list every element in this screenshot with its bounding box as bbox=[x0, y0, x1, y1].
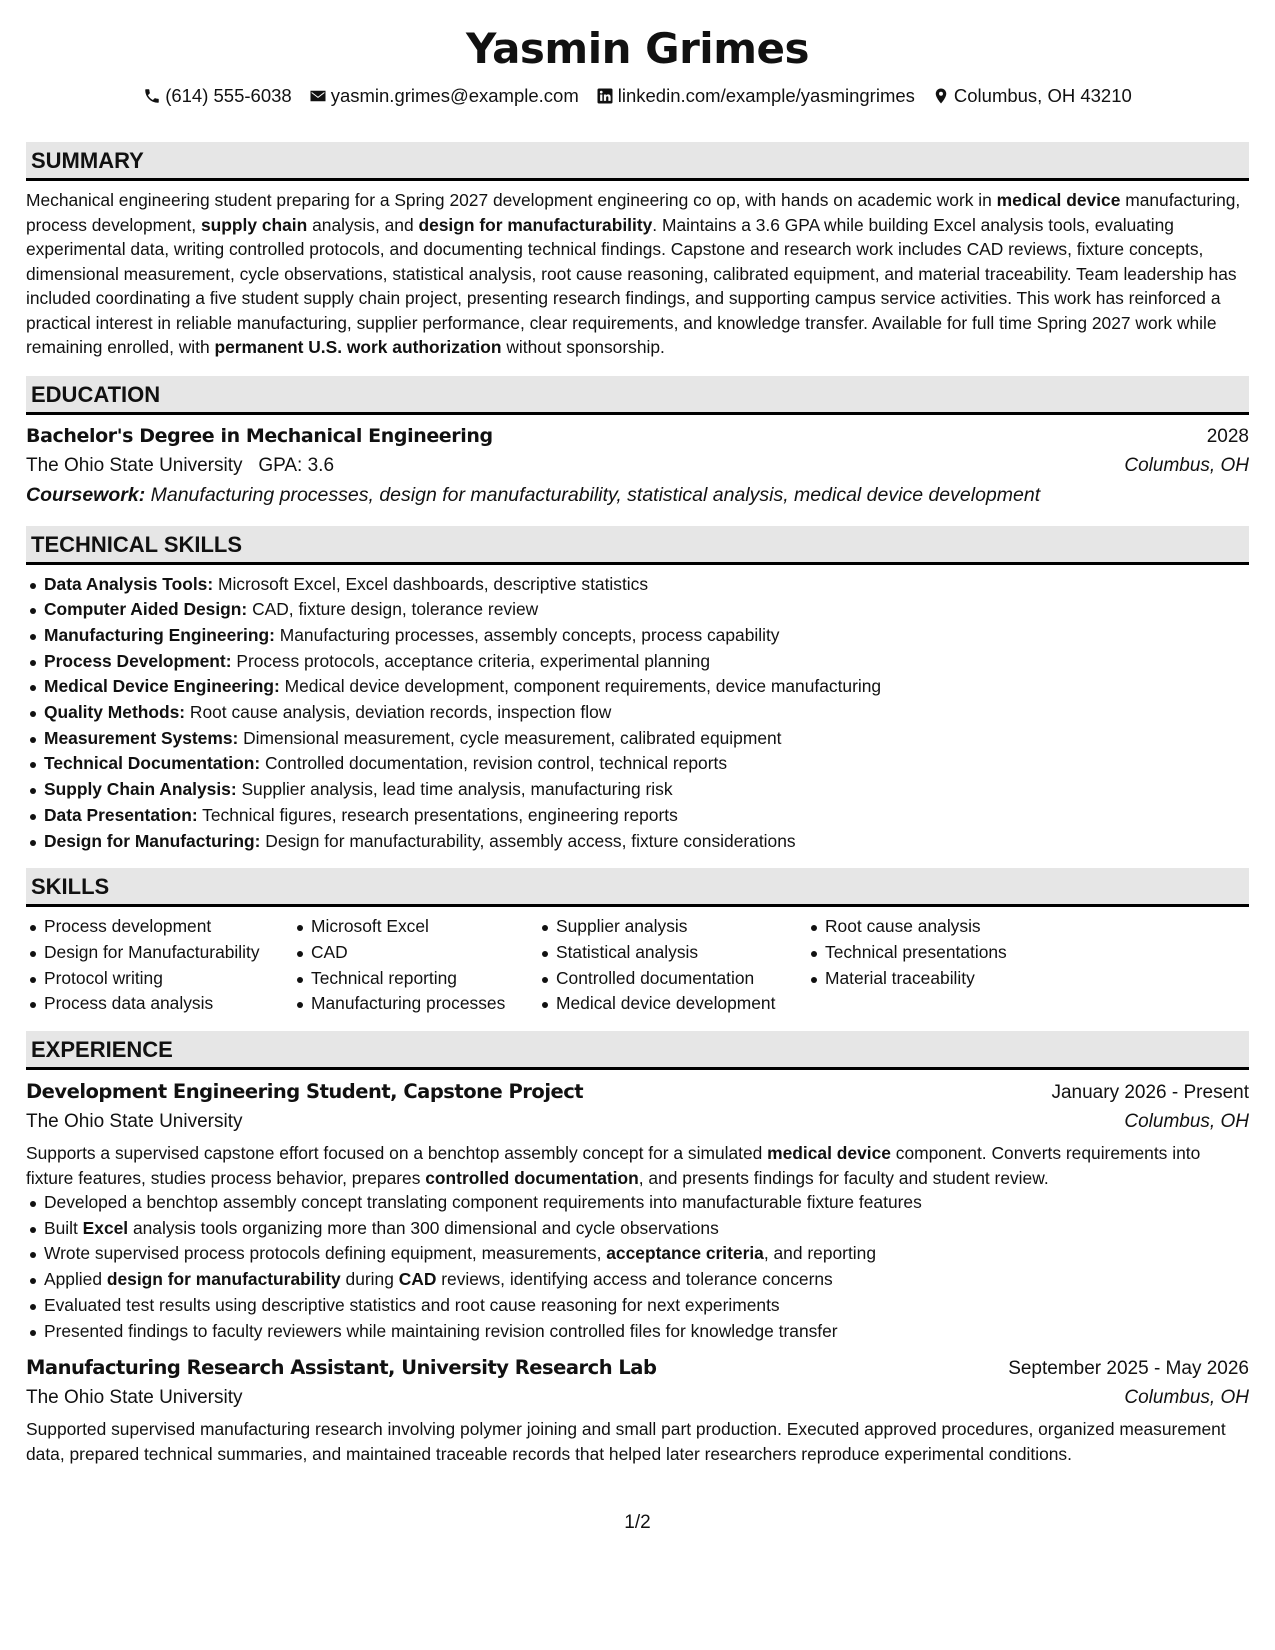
bold-text: CAD bbox=[398, 1269, 437, 1290]
job-summary bbox=[26, 1417, 1249, 1466]
job-bullet bbox=[26, 1190, 1249, 1216]
skill-item: Technical reporting bbox=[293, 966, 538, 992]
skills-column bbox=[26, 914, 293, 1017]
coursework-label: Coursework: bbox=[26, 483, 146, 506]
text-run: component. Converts requirements into fixture features, studies process behavior, prepares bbox=[26, 1143, 1201, 1188]
bold-text: controlled documentation bbox=[425, 1167, 639, 1188]
skill-item: Design for Manufacturability bbox=[26, 940, 293, 966]
contact-linkedin[interactable] bbox=[596, 85, 915, 107]
text-run: Presented findings to faculty reviewers while maintaining revision controlled files for knowledge transfer bbox=[44, 1320, 838, 1341]
skill-detail: Root cause analysis, deviation records, inspection flow bbox=[185, 702, 612, 723]
envelope-icon bbox=[309, 87, 327, 105]
technical-skill-item bbox=[26, 777, 1249, 803]
text-run: , and reporting bbox=[763, 1243, 876, 1264]
skill-item: Microsoft Excel bbox=[293, 914, 538, 940]
skill-item: Supplier analysis bbox=[538, 914, 807, 940]
text-run: Built bbox=[44, 1217, 83, 1238]
skill-item: Medical device development bbox=[538, 991, 807, 1017]
school-location: Columbus, OH bbox=[1124, 454, 1249, 476]
text-run: Developed a benchtop assembly concept translating component requirements into manufacturable fixture features bbox=[44, 1192, 922, 1213]
bold-text: permanent U.S. work authorization bbox=[214, 337, 502, 357]
coursework-text: Manufacturing processes, design for manufacturability, statistical analysis, medical device development bbox=[150, 483, 1041, 506]
contact-bar bbox=[26, 85, 1249, 107]
job-bullet bbox=[26, 1216, 1249, 1242]
phone-text: (614) 555-6038 bbox=[165, 85, 292, 106]
job-title-row bbox=[26, 1077, 1249, 1107]
text-run: manufacturing, process development, bbox=[26, 190, 1241, 235]
school-line bbox=[26, 451, 334, 480]
job-title: Development Engineering Student, Capstone Project bbox=[26, 1080, 584, 1104]
skill-detail: Process protocols, acceptance criteria, experimental planning bbox=[231, 650, 711, 671]
job-bullet bbox=[26, 1293, 1249, 1319]
job-bullets bbox=[26, 1190, 1249, 1344]
job-dates: January 2026 - Present bbox=[1051, 1082, 1249, 1104]
skill-category: Design for Manufacturing: bbox=[44, 830, 261, 851]
bold-text: design for manufacturability bbox=[418, 214, 653, 235]
technical-skill-item bbox=[26, 751, 1249, 777]
job-organization: The Ohio State University bbox=[26, 1111, 243, 1133]
education-heading: EDUCATION bbox=[26, 376, 1249, 415]
school-name: The Ohio State University bbox=[26, 454, 243, 476]
technical-skill-item bbox=[26, 803, 1249, 829]
job-location: Columbus, OH bbox=[1124, 1111, 1249, 1133]
job-bullet bbox=[26, 1319, 1249, 1345]
job-bullet bbox=[26, 1267, 1249, 1293]
technical-skills-heading: TECHNICAL SKILLS bbox=[26, 526, 1249, 565]
job-bullet bbox=[26, 1241, 1249, 1267]
job-org-row bbox=[26, 1107, 1249, 1136]
job-entry bbox=[26, 1353, 1249, 1466]
skill-item: Protocol writing bbox=[26, 966, 293, 992]
skills-column bbox=[293, 914, 538, 1017]
text-run: Applied bbox=[44, 1269, 107, 1290]
bold-text: medical device bbox=[767, 1143, 891, 1164]
skill-category: Manufacturing Engineering: bbox=[44, 624, 275, 645]
text-run: Wrote supervised process protocols defining equipment, measurements, bbox=[44, 1243, 607, 1264]
degree-title: Bachelor's Degree in Mechanical Engineering bbox=[26, 424, 493, 447]
job-entry bbox=[26, 1077, 1249, 1344]
map-pin-icon bbox=[932, 87, 950, 105]
skill-detail: Design for manufacturability, assembly access, fixture considerations bbox=[260, 830, 796, 851]
technical-skill-item bbox=[26, 649, 1249, 675]
text-run: . Maintains a 3.6 GPA while building Excel analysis tools, evaluating experimental data, writing controlled protocols, and documenting technical findings. Capstone and research work includes CAD reviews, fixture concepts, dimensional measurement, cycle observations, statistical analysis, root cause reasoning, calibrated equipment, and material traceability. Team leadership has included coordinating a five student supply chain project, presenting research findings, and supporting campus service activities. This work has reinforced a practical interest in reliable manufacturing, supplier performance, clear requirements, and knowledge transfer. Available for full time Spring 2027 work while remaining enrolled, with bbox=[26, 214, 1237, 357]
technical-skill-item bbox=[26, 700, 1249, 726]
skill-category: Measurement Systems: bbox=[44, 727, 239, 748]
text-run: reviews, identifying access and tolerance concerns bbox=[436, 1269, 833, 1290]
job-organization: The Ohio State University bbox=[26, 1387, 243, 1409]
summary-heading: SUMMARY bbox=[26, 142, 1249, 181]
skill-detail: Supplier analysis, lead time analysis, manufacturing risk bbox=[236, 779, 673, 800]
skill-detail: Manufacturing processes, assembly concepts, process capability bbox=[274, 624, 780, 645]
skill-item: CAD bbox=[293, 940, 538, 966]
skill-category: Supply Chain Analysis: bbox=[44, 779, 237, 800]
skills-heading: SKILLS bbox=[26, 868, 1249, 907]
text-run: , and presents findings for faculty and student review. bbox=[638, 1167, 1049, 1188]
text-run: analysis, and bbox=[307, 214, 419, 235]
skill-item: Process data analysis bbox=[26, 991, 293, 1017]
location-text: Columbus, OH 43210 bbox=[953, 85, 1132, 106]
technical-skill-item bbox=[26, 726, 1249, 752]
skills-column bbox=[807, 914, 1027, 1017]
job-title: Manufacturing Research Assistant, University Research Lab bbox=[26, 1356, 657, 1380]
skill-category: Computer Aided Design: bbox=[44, 599, 248, 620]
skill-detail: Technical figures, research presentations, engineering reports bbox=[197, 804, 678, 825]
text-run: without sponsorship. bbox=[501, 337, 665, 357]
summary-text bbox=[26, 188, 1249, 360]
experience-heading: EXPERIENCE bbox=[26, 1031, 1249, 1070]
skill-category: Technical Documentation: bbox=[44, 753, 261, 774]
technical-skill-item bbox=[26, 572, 1249, 598]
skill-item: Statistical analysis bbox=[538, 940, 807, 966]
bold-text: supply chain bbox=[200, 214, 308, 235]
text-run: during bbox=[340, 1269, 399, 1290]
technical-skills-list bbox=[26, 572, 1249, 855]
page-number: 1/2 bbox=[624, 1512, 651, 1533]
bold-text: medical device bbox=[996, 190, 1121, 210]
bold-text: Excel bbox=[82, 1217, 129, 1238]
contact-email[interactable] bbox=[309, 85, 579, 107]
text-run: Supported supervised manufacturing research involving polymer joining and small part production. Executed approved procedures, organized measurement data, prepared technical summaries, and maintained traceable records that helped later researchers reproduce experimental conditions. bbox=[26, 1419, 1226, 1464]
gpa: GPA: 3.6 bbox=[258, 454, 335, 476]
technical-skill-item bbox=[26, 674, 1249, 700]
education-entry bbox=[26, 422, 1249, 510]
skill-item: Manufacturing processes bbox=[293, 991, 538, 1017]
skill-item: Controlled documentation bbox=[538, 966, 807, 992]
skill-detail: Medical device development, component requirements, device manufacturing bbox=[279, 676, 882, 697]
skill-item: Process development bbox=[26, 914, 293, 940]
resume-page bbox=[26, 0, 1249, 1650]
job-org-row bbox=[26, 1383, 1249, 1412]
text-run: Mechanical engineering student preparing for a Spring 2027 development engineering co op, with hands on academic work in bbox=[26, 190, 997, 210]
skill-category: Medical Device Engineering: bbox=[44, 676, 280, 697]
coursework-line bbox=[26, 480, 1249, 510]
experience-list bbox=[26, 1077, 1249, 1466]
skill-detail: Dimensional measurement, cycle measurement, calibrated equipment bbox=[238, 727, 782, 748]
skill-item: Root cause analysis bbox=[807, 914, 1027, 940]
skill-detail: Controlled documentation, revision control, technical reports bbox=[260, 753, 728, 774]
candidate-name: Yasmin Grimes bbox=[466, 24, 809, 73]
skill-detail: Microsoft Excel, Excel dashboards, descriptive statistics bbox=[213, 573, 649, 594]
skill-item: Technical presentations bbox=[807, 940, 1027, 966]
skill-category: Data Analysis Tools: bbox=[44, 573, 214, 594]
skill-detail: CAD, fixture design, tolerance review bbox=[247, 599, 539, 620]
job-dates: September 2025 - May 2026 bbox=[1008, 1358, 1249, 1380]
skills-column bbox=[538, 914, 807, 1017]
job-title-row bbox=[26, 1353, 1249, 1383]
job-summary bbox=[26, 1141, 1249, 1190]
email-text: yasmin.grimes@example.com bbox=[330, 85, 579, 106]
linkedin-icon bbox=[596, 87, 614, 105]
technical-skill-item bbox=[26, 829, 1249, 855]
technical-skill-item bbox=[26, 597, 1249, 623]
phone-icon bbox=[143, 87, 161, 105]
contact-phone[interactable] bbox=[143, 85, 292, 107]
bold-text: design for manufacturability bbox=[106, 1269, 341, 1290]
resume-header bbox=[26, 0, 1249, 107]
skill-category: Quality Methods: bbox=[44, 702, 186, 723]
job-location: Columbus, OH bbox=[1124, 1387, 1249, 1409]
skill-category: Data Presentation: bbox=[44, 804, 198, 825]
technical-skill-item bbox=[26, 623, 1249, 649]
linkedin-text: linkedin.com/example/yasmingrimes bbox=[617, 85, 915, 106]
bold-text: acceptance criteria bbox=[606, 1243, 764, 1264]
skill-item: Material traceability bbox=[807, 966, 1027, 992]
text-run: analysis tools organizing more than 300 dimensional and cycle observations bbox=[128, 1217, 719, 1238]
skills-grid bbox=[26, 914, 1249, 1017]
contact-location bbox=[932, 85, 1132, 107]
skill-category: Process Development: bbox=[44, 650, 232, 671]
graduation-year: 2028 bbox=[1206, 425, 1249, 447]
text-run: Evaluated test results using descriptive statistics and root cause reasoning for next experiments bbox=[44, 1294, 780, 1315]
text-run: Supports a supervised capstone effort focused on a benchtop assembly concept for a simulated bbox=[26, 1143, 768, 1164]
